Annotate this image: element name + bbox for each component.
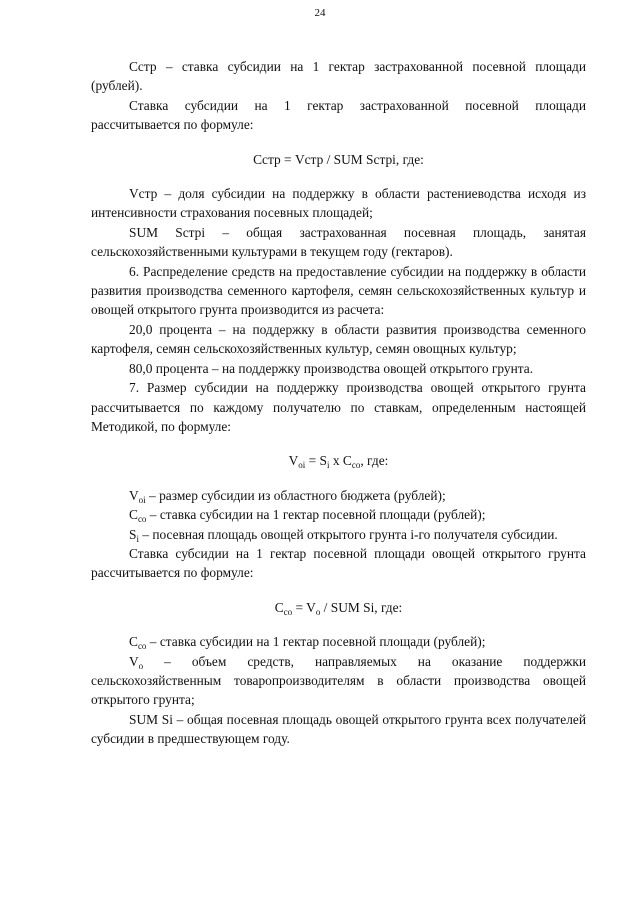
paragraph-cstr-definition: Cстр – ставка субсидии на 1 гектар застрахованной посевной площади (рублей). bbox=[91, 59, 586, 94]
paragraph-20-percent: 20,0 процента – на поддержку в области развития производства семенного картофеля, семян сельскохозяйственных культур, семян овощных культур; bbox=[91, 321, 586, 357]
formula-cco: $C_{co} = V_o$ / SUM Si, где: bbox=[274, 599, 403, 617]
paragraph-item-7: 7. Размер субсидии на поддержку производства овощей открытого грунта рассчитывается по каждому получателю по ставкам, определенным настоящей Методикой, по формуле: bbox=[91, 380, 586, 434]
paragraph-cco-definition-2: $C_{co}$ – ставка субсидии на 1 гектар посевной площади (рублей); bbox=[129, 634, 486, 652]
formula-cstr: Cстр = Vстр / SUM Sстрi, где: bbox=[253, 151, 424, 167]
paragraph-voi-definition: $V_{oi}$ – размер субсидии из областного бюджета (рублей); bbox=[129, 487, 446, 505]
page-number: 24 bbox=[314, 7, 326, 19]
paragraph-sum-sstr-definition: SUM Sстрi – общая застрахованная посевная площадь, занятая сельскохозяйственными культурами в текущем году (гектаров). bbox=[91, 224, 586, 260]
paragraph-80-percent: 80,0 процента – на поддержку производства овощей открытого грунта. bbox=[129, 360, 534, 376]
paragraph-si-definition: $S_i$ – посевная площадь овощей открытого грунта i-го получателя субсидии. bbox=[129, 526, 558, 544]
document-body bbox=[91, 57, 586, 749]
paragraph-sum-si-definition: SUM Si – общая посевная площадь овощей открытого грунта всех получателей субсидии в предшествующем году. bbox=[91, 711, 586, 747]
paragraph-vstr-definition: Vстр – доля субсидии на поддержку в области растениеводства исходя из интенсивности страхования посевных площадей; bbox=[91, 186, 586, 221]
formula-voi: $V_{oi} = S_i$ x $C_{co}$, где: bbox=[288, 453, 389, 471]
paragraph-vo-definition: $V_o$ – объем средств, направляемых на оказание поддержки сельскохозяйственным товаропроизводителям в области производства овощей открытого грунта; bbox=[91, 653, 586, 708]
paragraph-item-6: 6. Распределение средств на предоставление субсидии на поддержку в области развития производства семенного картофеля, семян сельскохозяйственных культур и овощей открытого грунта производится из расчета: bbox=[91, 263, 586, 318]
paragraph-rate-open-ground-intro: Ставка субсидии на 1 гектар посевной площади овощей открытого грунта рассчитывается по формуле: bbox=[91, 545, 586, 581]
paragraph-rate-intro: Ставка субсидии на 1 гектар застрахованной посевной площади рассчитывается по формуле: bbox=[91, 97, 586, 133]
paragraph-cco-definition: $C_{co}$ – ставка субсидии на 1 гектар посевной площади (рублей); bbox=[129, 507, 486, 525]
